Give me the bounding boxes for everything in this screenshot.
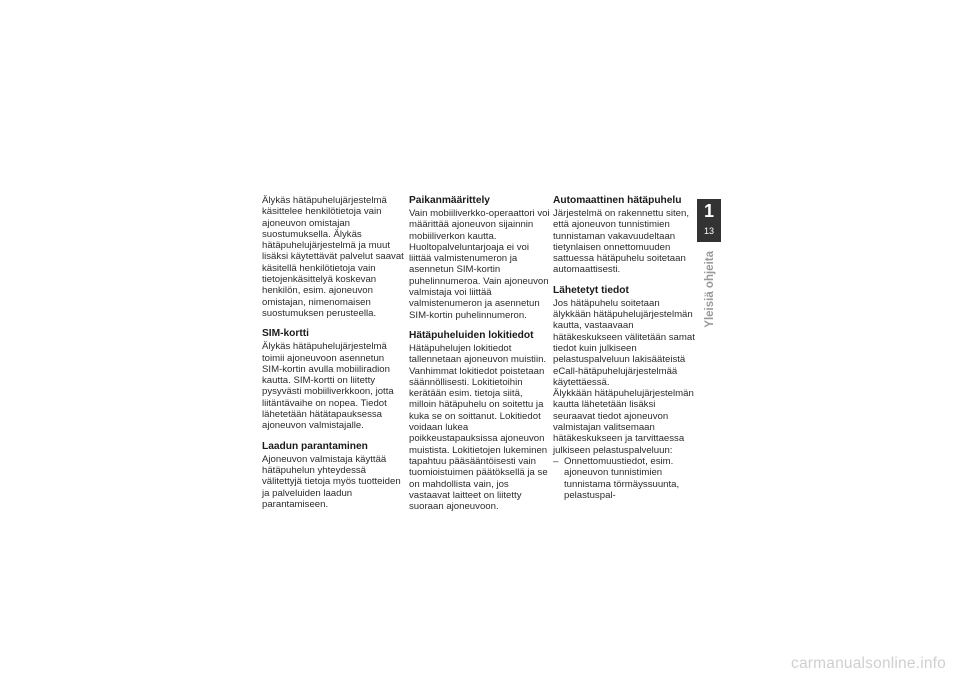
paragraph: Järjestelmä on rakennettu siten, että ajoneuvon tunnistimien tunnistaman vakavuudeltaan tietynlaisen onnettomuuden sattuessa hätäpuhelu soitetaan automaattisesti.	[553, 208, 689, 276]
section-heading-quality: Laadun parantaminen	[262, 440, 368, 452]
paragraph: Hätäpuhelujen lokitiedot tallennetaan ajoneuvon muistiin. Vanhimmat lokitiedot poistetaan säännöllisesti. Lokitietoihin kerätään esim. tietoja siitä, milloin hätäpuhelu on soitettu ja kuka se on soittanut. Lokitiedot voidaan lukea poikkeustapauksissa ajoneuvon muistista. Lokitietojen lukeminen tapahtuu pääsääntöisesti vain tuomioistuimen päätöksellä ja se on mahdollista vain, jos vastaavat laitteet on liitetty suoraan ajoneuvoon.	[409, 342, 548, 513]
page-number: 13	[703, 226, 714, 236]
section-heading-call-logs: Hätäpuheluiden lokitiedot	[409, 329, 534, 341]
section-heading-sim-card: SIM-kortti	[262, 328, 309, 340]
section-heading-automatic-call: Automaattinen hätäpuhelu	[553, 195, 682, 206]
chapter-title-text: Yleisiä ohjeita	[704, 251, 716, 328]
paragraph: Älykäs hätäpuhelujärjestelmä käsittelee henkilötietoja vain ajoneuvon omistajan suostumuksella. Älykäs hätäpuhelujärjestelmä ja muut lisäksi käytettävät palvelut saavat käsitellä henkilötietoja vain tietojenkäsittelyä koskevan henkilön, esim. ajoneuvon omistajan, nimenomaisen suostumuksen perusteella.	[262, 195, 404, 319]
chapter-number: 1	[703, 201, 714, 221]
watermark: carmanualsonline.info	[791, 655, 946, 672]
paragraph: Vain mobiiliverkko-operaattori voi määrittää ajoneuvon sijainnin mobiiliverkon kautta. Huoltopalveluntarjoaja ei voi liittää valmistenumeron ja asennetun SIM-kortin puhelinnumeroa. Vain ajoneuvon valmistaja voi liittää valmistenumeron ja asennetun SIM-kortin puhelinnumeron.	[409, 208, 550, 321]
dash-bullet: –	[553, 455, 559, 467]
chapter-tab	[697, 199, 721, 242]
paragraph: Älykäs hätäpuhelujärjestelmä toimii ajoneuvoon asennetun SIM-kortin avulla mobiiliradion kautta. SIM-kortti on liitetty pysyvästi mobiiliverkkoon, jotta liitäntävaihe on nopea. Tiedot lähetetään hätätapauksessa ajoneuvon valmistajalle.	[262, 341, 394, 432]
text-column-3	[553, 195, 695, 501]
list-item-text: Onnettomuustiedot, esim. ajoneuvon tunnistimien tunnistama törmäyssuunta, pelastuspal-	[564, 455, 680, 501]
section-heading-positioning: Paikanmäärittely	[409, 195, 490, 206]
paragraph: Ajoneuvon valmistaja käyttää hätäpuhelun yhteydessä välitettyjä tietoja myös tuotteiden ja palveluiden laadun parantamiseen.	[262, 453, 401, 510]
text-column-2	[409, 195, 551, 512]
section-heading-transmitted-data: Lähetetyt tiedot	[553, 284, 629, 296]
paragraph: Älykkään hätäpuhelujärjestelmän kautta lähetetään lisäksi seuraavat tiedot ajoneuvon valmistajan valitsemaan hätäkeskukseen ja tarvittaessa julkiseen pelastuspalveluun:	[553, 388, 694, 456]
text-column-1	[262, 195, 404, 510]
list-item	[553, 456, 695, 501]
paragraph: Jos hätäpuhelu soitetaan älykkään hätäpuhelujärjestelmän kautta, vastaavaan hätäkeskukseen välitetään samat tiedot kuin julkiseen pelastuspalveluun lakisääteistä eCall-hätäpuhelujärjestelmää käytettäessä.	[553, 297, 695, 388]
